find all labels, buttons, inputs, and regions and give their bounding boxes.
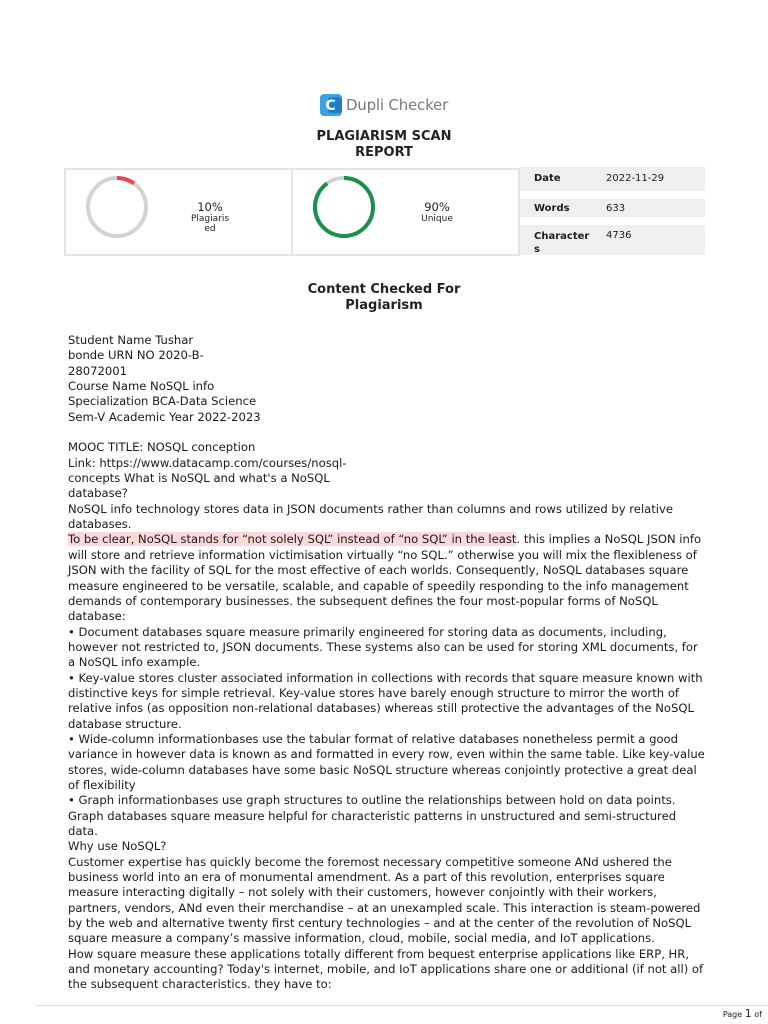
page-number [723,1007,762,1020]
mooc-line: MOOC TITLE: NOSQL conception [68,440,256,455]
plagiarised-donut-track [88,178,146,236]
footer-divider [36,1005,768,1006]
paragraph [68,532,708,624]
words-label: Words [534,203,570,214]
header-line: Specialization BCA-Data Science [68,394,257,409]
unique-percent: 90% [424,200,450,214]
paragraph: Customer expertise has quickly become the foremost necessary competitive someone ANd ushered the business world into an era of monumental amendment. As a part of this revolution, enterprises square measure interacting digitally – not solely with their customers, however conjointly with their workers, partners, vendors, ANd even their merchandise – at an unexampled scale. This interaction is steam-powered by the web and alternative twenty first century technologies – and at the center of the revolution of NoSQL square measure a company’s massive information, cloud, mobile, social media, and IoT applications. [68,854,701,946]
checked-content [68,333,708,993]
plagiarised-stat [66,170,291,254]
plagiarism-highlight: To be clear, NoSQL stands for “not solely SQL” instead of “no SQL” in the least [68,532,517,547]
mooc-line: Link: https://www.datacamp.com/courses/nosql- [68,455,347,470]
scan-metadata [520,167,705,255]
content-section-title [0,282,768,314]
report-title-line2: REPORT [355,145,413,160]
characters-row [520,225,705,255]
date-label: Date [534,173,561,184]
words-row [520,199,705,217]
plagiarised-donut-chart [84,174,150,240]
date-row [520,167,705,191]
bullet-item: • Graph informationbases use graph structures to outline the relationships between hold on data points. Graph databases square measure helpful for characteristic patterns in unstructured and semi-structured data. [68,793,677,838]
header-line: Student Name Tushar [68,333,194,347]
scan-summary-panel [64,168,520,256]
header-line: 28072001 [68,363,128,378]
logo-mark-icon [320,94,342,116]
unique-donut-chart [311,174,377,240]
report-title-line1: PLAGIARISM SCAN [316,129,452,144]
student-header [68,333,368,425]
content-section-title-line2: Plagiarism [345,298,423,313]
plagiarised-label: Plagiarised [190,214,230,234]
paragraph-rest: . this implies a NoSQL JSON info will store and retrieve information victimisation virtually “no SQL.” otherwise you will mix the flexibleness of JSON with the facility of SQL for the most effective of each worlds. Consequently, NoSQL databases square measure engineered to be versatile, scalable, and capable of speedily responding to the info management demands of contemporary businesses. the subsequent defines the four most-popular forms of NoSQL database: [68,532,702,624]
content-section-title-line1: Content Checked For [307,282,461,297]
bullet-item: • Key-value stores cluster associated information in collections with records that square measure known with distinctive keys for simple retrieval. Key-value stores have barely enough structure to mirror the worth of relative infos (as opposition non-relational databases) whereas still protective the advantages of the NoSQL database structure. [68,670,703,731]
header-line: bonde URN NO 2020-B- [68,348,204,363]
header-line: Course Name NoSQL info [68,379,215,394]
date-value: 2022-11-29 [606,173,665,184]
logo-letter: C [325,98,336,114]
logo-text: Dupli Checker [345,96,449,114]
mooc-line: database? [68,486,128,501]
page-label: Page [722,1010,743,1019]
unique-stat [291,170,518,254]
characters-value: 4736 [606,230,632,241]
unique-donut-arc [315,178,373,236]
bullet-item: • Wide-column informationbases use the tabular format of relative databases nonetheless permit a good variance in however data is known as and formatted in every row, even within the same table. Like key-value stores, wide-column databases have some basic NoSQL structure whereas conjointly protective a great deal of flexibility [68,731,705,792]
bullet-item: • Document databases square measure primarily engineered for storing data as documents, including, however not restricted to, JSON documents. These systems also can be used for storing XML documents, for a NoSQL info example. [68,624,698,670]
mooc-header [68,440,368,501]
duplichecker-logo [0,94,768,116]
page-number-value: 1 [744,1007,752,1020]
subheading: Why use NoSQL? [68,839,167,854]
mooc-line: concepts What is NoSQL and what's a NoSQL [68,471,330,486]
report-title [0,129,768,161]
characters-label: Characters [534,231,590,255]
unique-label: Unique [421,214,453,224]
page-of-label: of [754,1010,762,1019]
words-value: 633 [606,203,626,214]
plagiarised-percent: 10% [197,200,223,214]
intro-paragraph: NoSQL info technology stores data in JSON documents rather than columns and rows utilized by relative databases. [68,501,674,532]
spacer [68,425,708,440]
header-line: Sem-V Academic Year 2022-2023 [68,409,261,424]
paragraph: How square measure these applications totally different from bequest enterprise applications like ERP, HR, and monetary accounting? Today's internet, mobile, and IoT applications share one or additional (if not all) of the subsequent characteristics. they have to: [68,946,704,992]
